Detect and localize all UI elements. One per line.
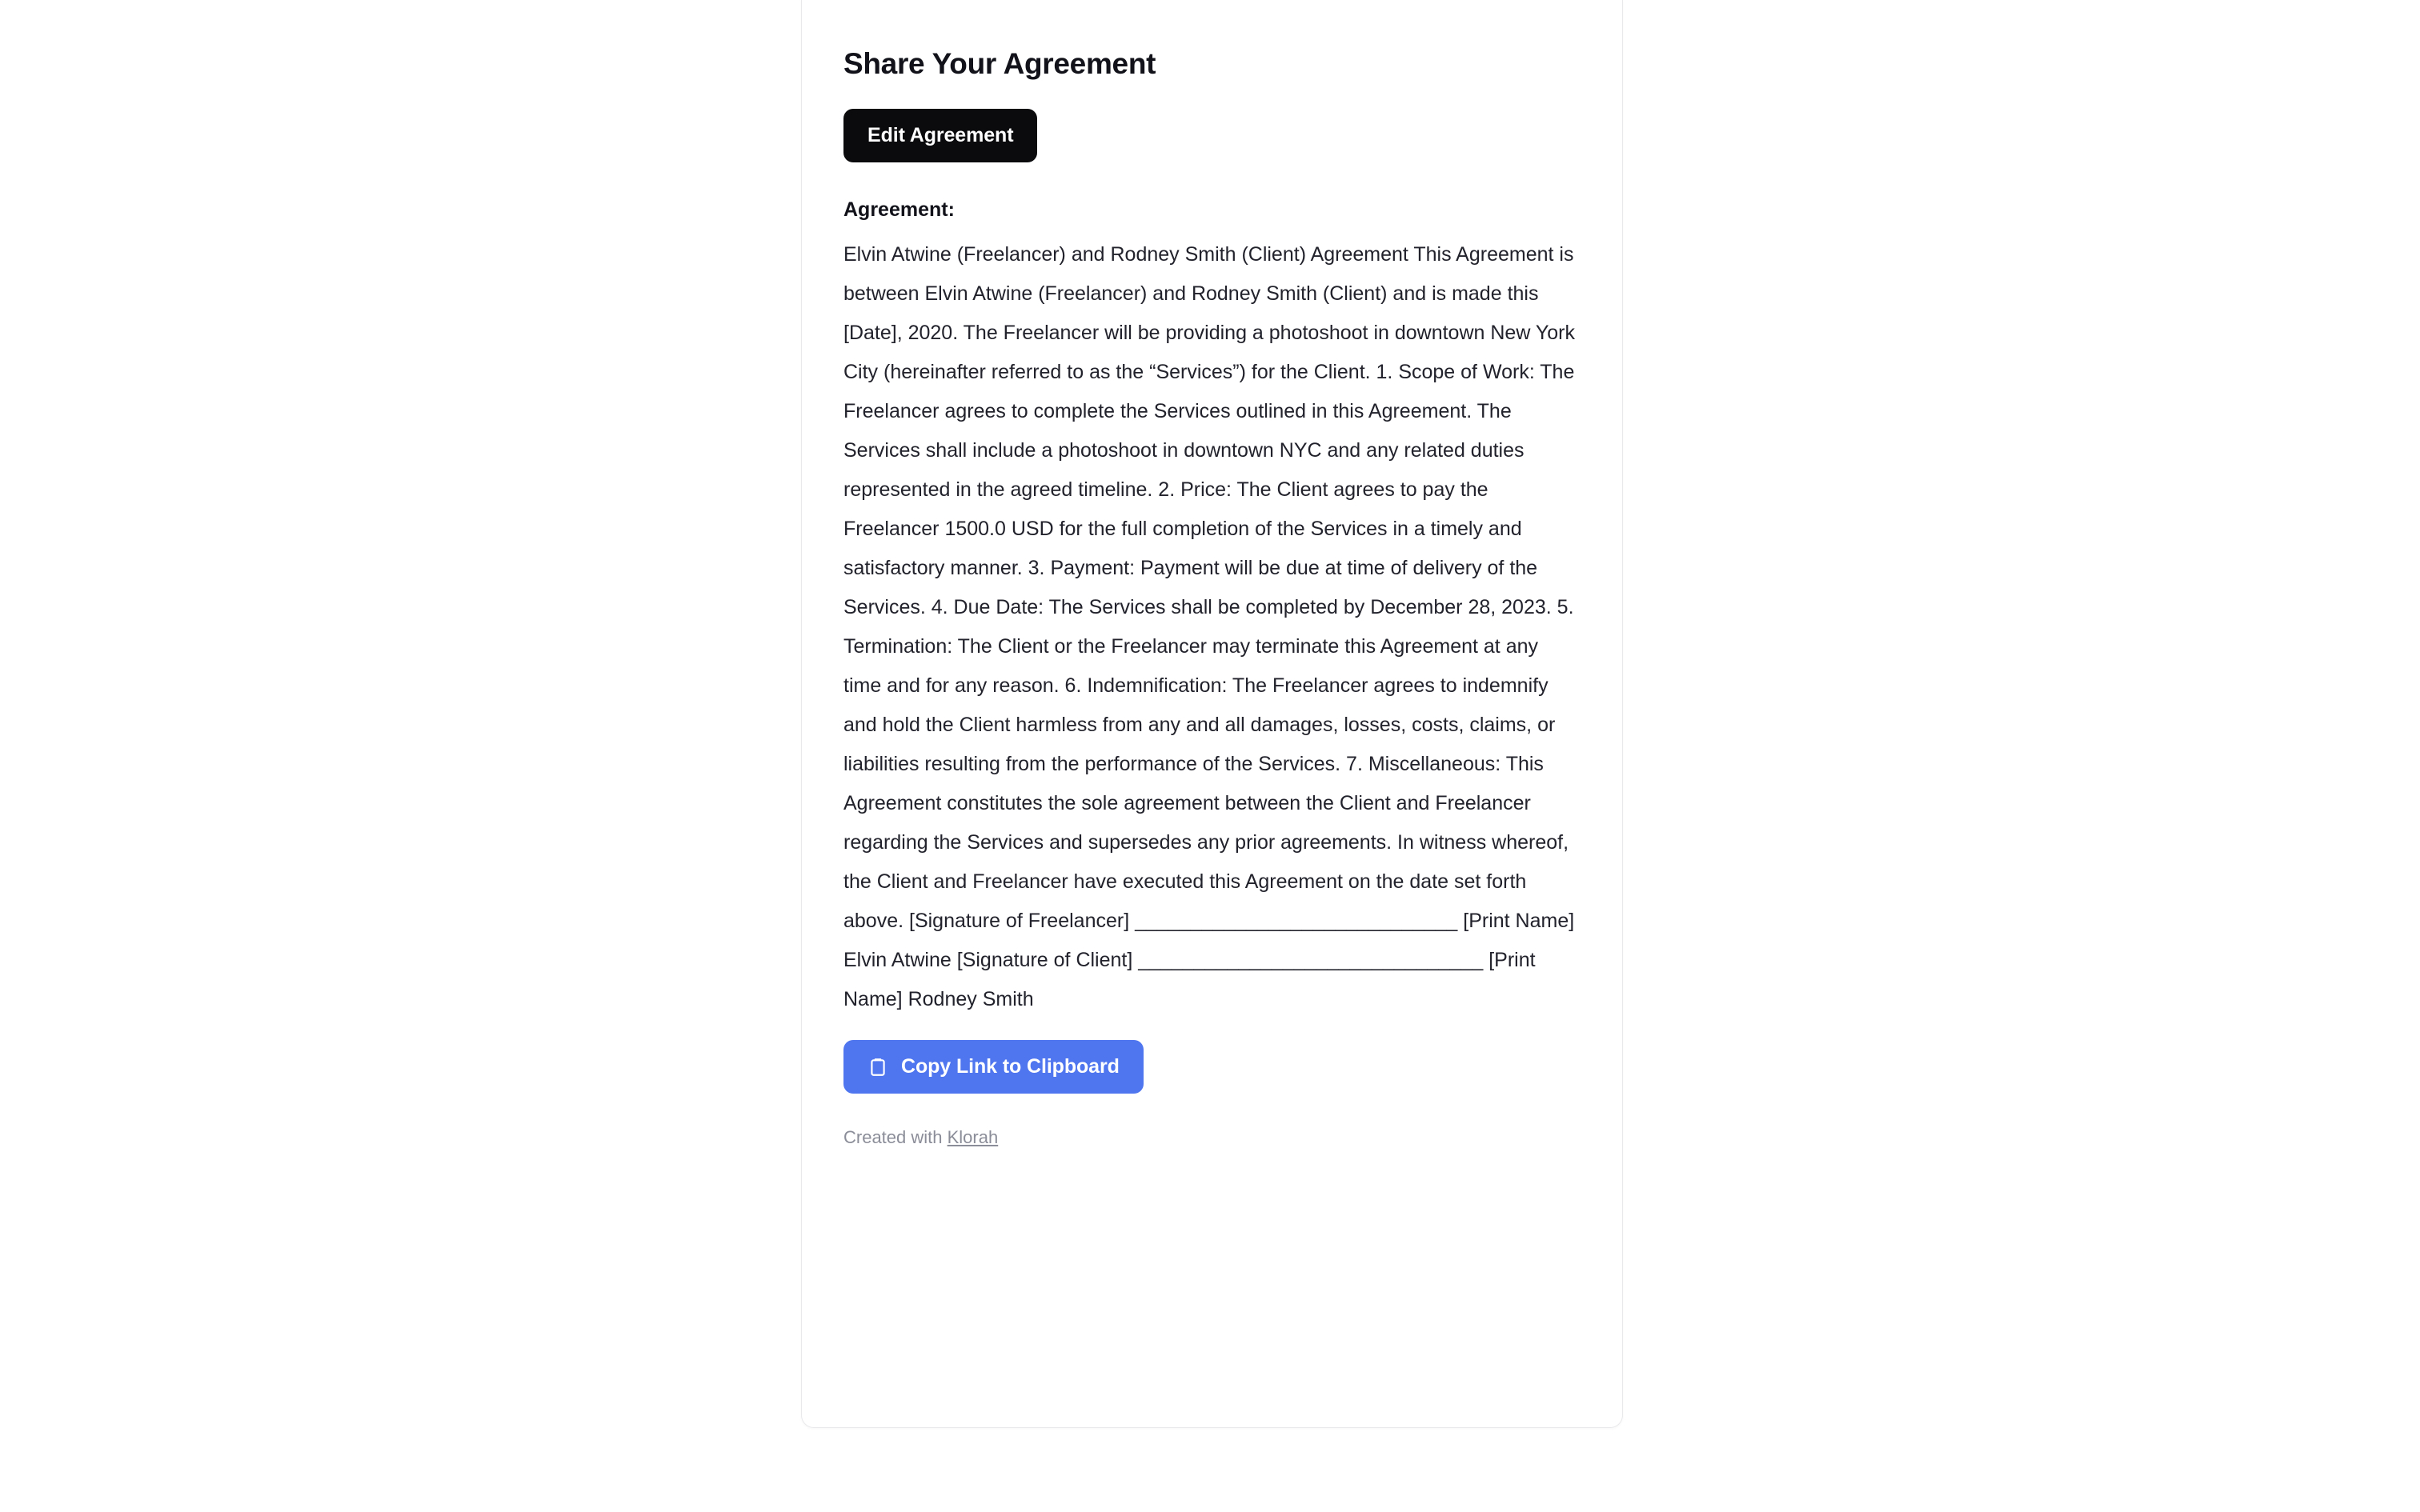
copy-link-button-label: Copy Link to Clipboard <box>901 1055 1120 1078</box>
agreement-text: Elvin Atwine (Freelancer) and Rodney Smith (Client) Agreement This Agreement is between Elvin Atwine (Freelancer) and Rodney Smith (Client) and is made this [Date], 2020. The Freelancer will be providing a photoshoot in downtown New York City (hereinafter referred to as the “Services”) for the Client. 1. Scope of Work: The Freelancer agrees to complete the Services outlined in this Agreement. The Services shall include a photoshoot in downtown NYC and any related duties represented in the agreed timeline. 2. Price: The Client agrees to pay the Freelancer 1500.0 USD for the full completion of the Services in a timely and satisfactory manner. 3. Payment: Payment will be due at time of delivery of the Services. 4. Due Date: The Services shall be completed by December 28, 2023. 5. Termination: The Client or the Freelancer may terminate this Agreement at any time and for any reason. 6. Indemnification: The Freelancer agrees to indemnify and hold the Client harmless from any and all damages, losses, costs, claims, or liabilities resulting from the performance of the Services. 7. Miscellaneous: This Agreement constitutes the sole agreement between the Client and Freelancer regarding the Services and supersedes any prior agreements. In witness whereof, the Client and Freelancer have executed this Agreement on the date set forth above. [Signature of Freelancer] _____________________________ [Print Name] Elvin Atwine [Signature of Client] _______________________________ [Print Name] Rodney Smith <box>843 243 1581 1011</box>
copy-link-to-clipboard-button[interactable] <box>843 1040 1144 1094</box>
agreement-section-label: Agreement: <box>843 198 955 222</box>
footer-credit-text: Created with <box>843 1127 948 1148</box>
clipboard-icon <box>867 1057 888 1078</box>
edit-agreement-button[interactable]: Edit Agreement <box>843 109 1037 162</box>
page-title: Share Your Agreement <box>843 47 1156 80</box>
footer-credit <box>843 1127 1581 1188</box>
share-agreement-card <box>801 0 1623 1428</box>
klorah-link[interactable]: Klorah <box>947 1127 999 1148</box>
